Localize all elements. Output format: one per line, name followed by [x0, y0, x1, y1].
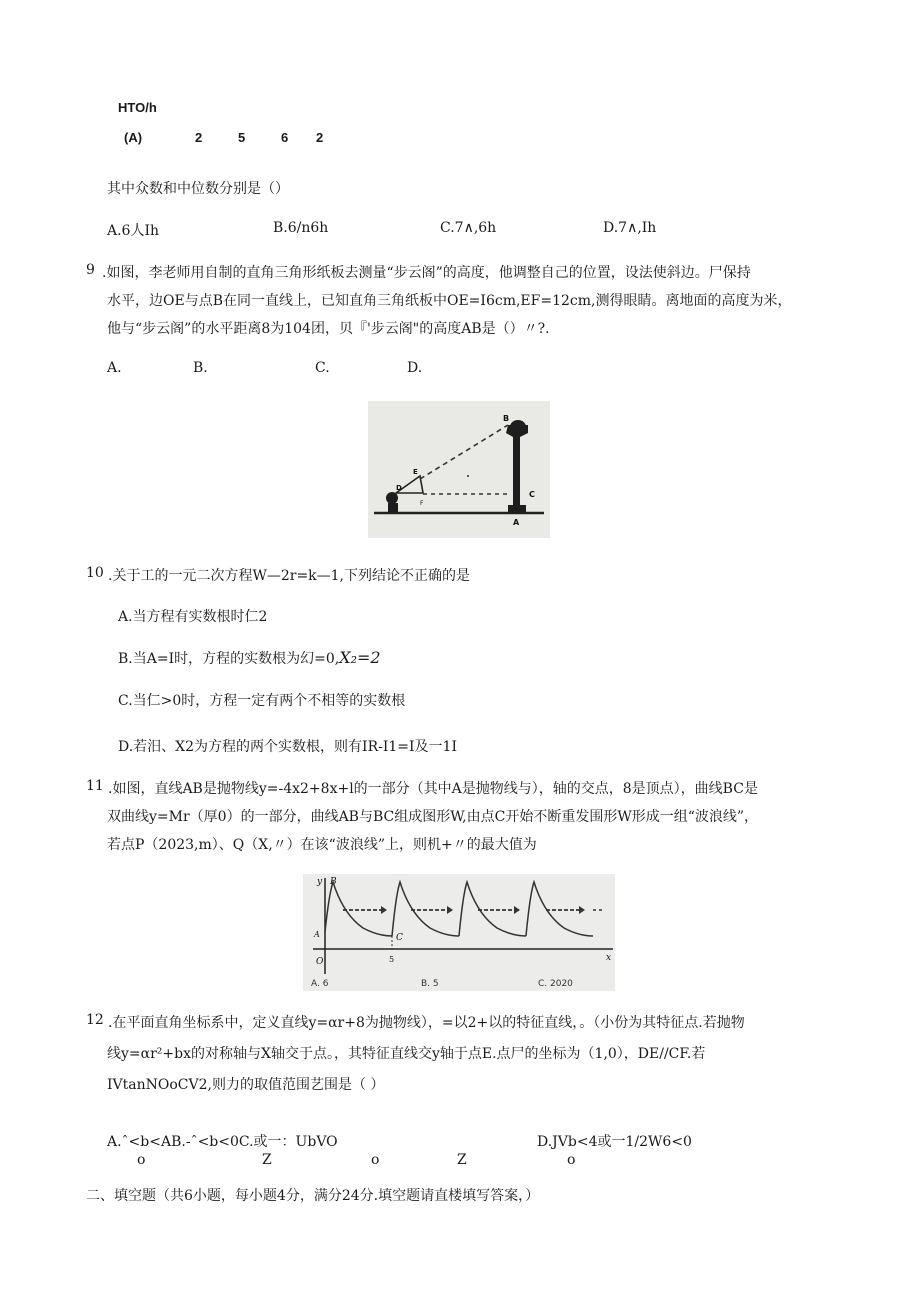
label-d: D — [396, 484, 402, 492]
label-origin: O — [316, 957, 324, 967]
option-subscript: o — [567, 1152, 576, 1168]
option-a: A.6人Ih — [107, 223, 160, 239]
option-d: D.若汨、X2为方程的两个实数根，则有IR-I1=I及一1I — [118, 739, 457, 755]
table-cell: 5 — [238, 130, 246, 145]
table-cell: 6 — [281, 130, 289, 145]
question-number: 10 — [86, 565, 104, 581]
option-d: D.7∧,Ih — [603, 220, 657, 236]
question-line: .如图，李老师用自制的直角三角形纸板去测量“步云阁”的高度，他调整自己的位置，设法使斜边。尸保持 — [102, 265, 751, 281]
label-a: A — [314, 930, 320, 939]
question-line: IVtanNOoCV2,则力的取值范围艺围是（ ） — [107, 1077, 385, 1093]
fig-option-c: C. 2020 — [538, 979, 573, 989]
option-c: C.7∧,6h — [440, 220, 497, 236]
option-c: C.当仁>0时，方程一定有两个不相等的实数根 — [118, 693, 406, 709]
option-subscript: Z — [457, 1152, 467, 1168]
wave-curve-figure — [303, 874, 615, 991]
option-b: B.6/n6h — [273, 220, 329, 236]
tower-measurement-figure — [368, 401, 550, 538]
question-line: .如图，直线AB是抛物线y=-4x2+8x+l的一部分（其中A是抛物线与），轴的交点，8是顶点），曲线BC是 — [108, 781, 758, 797]
question-line: 双曲线y=Mr（厚0）的一部分，曲线AB与BC组成图形W,由点C开始不断重发围形W形成一组“波浪线”， — [107, 809, 759, 825]
question-line: 水平，边OE与点B在同一直线上，已知直角三角纸板中OE=I6cm,EF=12cm,测得眼睛。离地面的高度为米， — [107, 293, 792, 309]
question-number: 9 — [86, 262, 95, 278]
question-prompt: 其中众数和中位数分别是（） — [107, 181, 289, 197]
fig-option-a: A. 6 — [311, 979, 329, 989]
question-stem: .关于工的一元二次方程W—2r=k—1,下列结论不正确的是 — [108, 568, 471, 584]
option-a: A. — [107, 360, 122, 376]
label-b: B — [503, 414, 510, 423]
option-b: B. — [193, 360, 208, 376]
axis-x-label: x — [606, 953, 612, 963]
question-line: 线y=αr²+bx的对称轴与X轴交于点。，其特征直线交y轴于点E.点尸的坐标为（1,0），DE//CF.若 — [107, 1046, 706, 1062]
question-number: 12 — [86, 1012, 104, 1028]
table-cell: 2 — [195, 130, 203, 145]
option-b-formula: X₂=2 — [339, 648, 381, 667]
option-subscript: o — [137, 1152, 146, 1168]
label-f: F — [420, 500, 424, 507]
option-b-text: B.当A=I时，方程的实数根为幻=0, — [118, 651, 340, 667]
label-e: E — [413, 468, 418, 476]
option-subscript: Z — [262, 1152, 272, 1168]
question-line: 若点P（2023,m）、Q（X,〃）在该“波浪线”上，则机+〃的最大值为 — [107, 837, 537, 853]
axis-y-label: y — [317, 877, 323, 887]
label-c: C — [529, 490, 535, 499]
question-number: 11 — [86, 778, 104, 794]
label-a: A — [513, 518, 520, 527]
label-five: 5 — [389, 955, 395, 964]
option-subscript: o — [371, 1152, 380, 1168]
question-line: .在平面直角坐标系中，定义直线y=αr+8为抛物线），=以2+以的特征直线，。（小份为其特征点.若抛物 — [108, 1015, 745, 1031]
option-d: D. — [407, 360, 423, 376]
label-b: B — [330, 877, 337, 887]
option-c: C. — [315, 360, 330, 376]
table-header-unit: HTO/h — [118, 100, 157, 115]
option-b — [118, 648, 381, 668]
label-c: C — [396, 933, 403, 943]
table-row-label: (A) — [124, 130, 143, 145]
table-cell: 2 — [316, 130, 324, 145]
option-abc: A.ˆ<b<AB.-ˆ<b<0C.或一：UbVO — [107, 1134, 338, 1150]
question-line: 他与“步云阁”的水平距离8为104团，贝『'步云阁"的高度AB是（）〃?. — [107, 321, 550, 337]
option-d: D.JVb<4或一1/2W6<0 — [537, 1134, 692, 1150]
option-a: A.当方程有实数根时仁2 — [118, 609, 268, 625]
fig-option-b: B. 5 — [421, 979, 439, 989]
section-title: 二、填空题（共6小题，每小题4分，满分24分.填空题请直楼填写答案，） — [86, 1188, 540, 1204]
